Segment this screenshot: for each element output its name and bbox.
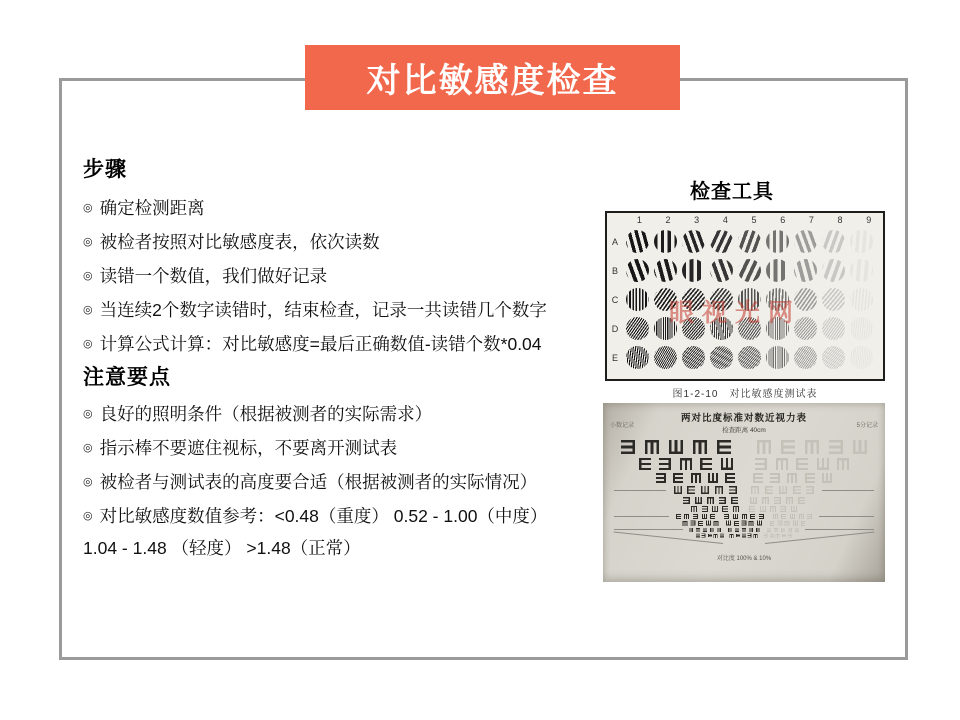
tumbling-e bbox=[776, 458, 788, 470]
bullet-text: 被检者按照对比敏感度表，依次读数 bbox=[99, 231, 380, 252]
tumbling-e bbox=[735, 528, 739, 532]
tumbling-e bbox=[673, 473, 683, 483]
grating-patch bbox=[626, 259, 649, 282]
tumbling-e bbox=[731, 497, 738, 504]
tumbling-e bbox=[788, 534, 792, 538]
tumbling-e bbox=[702, 506, 708, 512]
grating-patch bbox=[822, 230, 845, 253]
bullet-icon: ◎ bbox=[83, 475, 93, 488]
grating-col-number: 5 bbox=[751, 215, 757, 225]
tumbling-e bbox=[698, 521, 703, 526]
tumbling-e bbox=[781, 528, 785, 532]
tumbling-e bbox=[712, 506, 718, 512]
tumbling-e bbox=[691, 506, 697, 512]
notes-list bbox=[83, 396, 603, 532]
tumbling-e bbox=[696, 534, 700, 538]
tumbling-e bbox=[750, 497, 757, 504]
tumbling-e bbox=[749, 521, 754, 526]
grating-patch bbox=[710, 230, 733, 253]
tumbling-e bbox=[779, 486, 787, 494]
grating-patch bbox=[850, 230, 873, 253]
echart-row bbox=[609, 486, 879, 494]
grating-col-number: 6 bbox=[780, 215, 786, 225]
e-chart-photo bbox=[603, 403, 885, 582]
guide-line bbox=[819, 516, 874, 517]
grating-patch bbox=[822, 288, 845, 311]
watermark-text: 眼视光网 bbox=[669, 299, 802, 327]
tumbling-e bbox=[773, 514, 778, 519]
tumbling-e bbox=[765, 486, 773, 494]
grating-patch bbox=[850, 288, 873, 311]
tumbling-e bbox=[734, 521, 739, 526]
tumbling-e bbox=[829, 440, 843, 454]
tumbling-e bbox=[751, 486, 759, 494]
tumbling-e bbox=[639, 458, 651, 470]
tumbling-e bbox=[691, 521, 696, 526]
bullet-text: 指示棒不要遮住视标，不要离开测试表 bbox=[99, 437, 398, 458]
tumbling-e bbox=[710, 528, 714, 532]
e-chart-title: 两对比度标准对数近视力表 bbox=[680, 413, 807, 424]
tumbling-e bbox=[822, 473, 832, 483]
tumbling-e bbox=[791, 506, 797, 512]
echart-row bbox=[609, 458, 879, 470]
bullet-text: 计算公式计算：对比敏感度=最后正确数值-读错个数*0.04 bbox=[99, 333, 542, 354]
tumbling-e bbox=[786, 497, 793, 504]
tumbling-e bbox=[621, 440, 635, 454]
bullet-icon: ◎ bbox=[83, 509, 93, 522]
tumbling-e bbox=[691, 473, 701, 483]
tumbling-e bbox=[806, 486, 814, 494]
tumbling-e bbox=[720, 534, 724, 538]
grating-col-number: 1 bbox=[636, 215, 642, 225]
tumbling-e bbox=[781, 514, 786, 519]
tumbling-e bbox=[764, 534, 768, 538]
tumbling-e bbox=[760, 506, 766, 512]
grating-row-label: A bbox=[611, 236, 618, 247]
tumbling-e bbox=[708, 534, 712, 538]
grating-row-label: B bbox=[611, 265, 618, 276]
bullet-item bbox=[83, 190, 603, 224]
guide-line bbox=[822, 490, 874, 491]
e-chart-left-label: 小数记录 bbox=[610, 423, 635, 429]
grating-patch bbox=[822, 317, 845, 340]
tumbling-e bbox=[701, 486, 709, 494]
slide-title: 对比敏感度检查 bbox=[366, 62, 619, 100]
bullet-icon: ◎ bbox=[83, 337, 93, 350]
tumbling-e bbox=[788, 528, 792, 532]
notes-continuation-line: 1.04 - 1.48 （轻度） >1.48（正常） bbox=[83, 538, 361, 558]
grating-column-numbers bbox=[625, 214, 883, 227]
tumbling-e bbox=[742, 534, 746, 538]
tumbling-e bbox=[687, 486, 695, 494]
grating-patch bbox=[710, 259, 733, 282]
tumbling-e bbox=[733, 514, 738, 519]
tumbling-e bbox=[781, 440, 795, 454]
tumbling-e bbox=[770, 521, 775, 526]
tumbling-e bbox=[733, 506, 739, 512]
bullet-item bbox=[83, 326, 603, 360]
tumbling-e bbox=[742, 528, 746, 532]
tumbling-e bbox=[736, 534, 740, 538]
tumbling-e bbox=[774, 528, 778, 532]
tumbling-e bbox=[749, 528, 753, 532]
guide-line bbox=[614, 529, 683, 530]
grating-row-label: C bbox=[611, 294, 619, 305]
echart-row bbox=[609, 473, 879, 483]
tumbling-e bbox=[707, 497, 714, 504]
tumbling-e bbox=[714, 534, 718, 538]
bullet-text: 良好的照明条件（根据被测者的实际需求） bbox=[99, 403, 433, 424]
tumbling-e bbox=[702, 534, 706, 538]
tumbling-e bbox=[798, 497, 805, 504]
echart-row bbox=[609, 440, 879, 454]
tumbling-e bbox=[754, 534, 758, 538]
grating-patch bbox=[850, 259, 873, 282]
grating-chart-image bbox=[605, 211, 885, 381]
steps-heading: 步骤 bbox=[83, 158, 127, 181]
bullet-text: 当连续2个数字读错时，结束检查，记录一共读错几个数字 bbox=[99, 299, 547, 320]
grating-patch bbox=[626, 346, 649, 369]
tumbling-e bbox=[780, 506, 786, 512]
grating-patch bbox=[850, 317, 873, 340]
bullet-text: 读错一个数值，我们做好记录 bbox=[99, 265, 328, 286]
tumbling-e bbox=[785, 521, 790, 526]
tumbling-e bbox=[755, 458, 767, 470]
bullet-icon: ◎ bbox=[83, 269, 93, 282]
grating-patch bbox=[682, 230, 705, 253]
tumbling-e bbox=[753, 473, 763, 483]
grating-col-number: 8 bbox=[837, 215, 843, 225]
tumbling-e bbox=[749, 506, 755, 512]
grating-patch bbox=[626, 230, 649, 253]
tumbling-e bbox=[714, 521, 719, 526]
grating-patch bbox=[738, 346, 761, 369]
tumbling-e bbox=[774, 497, 781, 504]
bullet-icon: ◎ bbox=[83, 407, 93, 420]
guide-line bbox=[614, 516, 669, 517]
tumbling-e bbox=[645, 440, 659, 454]
grating-row-label: D bbox=[611, 323, 619, 334]
tumbling-e bbox=[776, 534, 780, 538]
tumbling-e bbox=[719, 497, 726, 504]
grating-patch bbox=[682, 259, 705, 282]
bullet-item bbox=[83, 464, 603, 498]
tumbling-e bbox=[706, 521, 711, 526]
steps-list bbox=[83, 190, 603, 360]
notes-heading: 注意要点 bbox=[83, 366, 171, 389]
tumbling-e bbox=[757, 440, 771, 454]
tumbling-e bbox=[726, 521, 731, 526]
tumbling-e bbox=[853, 440, 867, 454]
bullet-text: 被检者与测试表的高度要合适（根据被测者的实际情况） bbox=[99, 471, 538, 492]
tumbling-e bbox=[799, 514, 804, 519]
grating-chart-figure bbox=[605, 211, 889, 400]
tumbling-e bbox=[748, 534, 752, 538]
tumbling-e bbox=[730, 534, 734, 538]
tumbling-e bbox=[680, 458, 692, 470]
tumbling-e bbox=[742, 514, 747, 519]
tumbling-e bbox=[715, 486, 723, 494]
grating-patch bbox=[654, 230, 677, 253]
echart-row bbox=[609, 521, 879, 526]
tools-heading: 检查工具 bbox=[690, 180, 774, 203]
tumbling-e bbox=[708, 473, 718, 483]
tumbling-e bbox=[700, 458, 712, 470]
grating-patch bbox=[794, 259, 817, 282]
tumbling-e bbox=[683, 521, 688, 526]
e-chart-right-label: 5分记录 bbox=[856, 423, 878, 429]
tumbling-e bbox=[693, 440, 707, 454]
guide-line bbox=[805, 529, 874, 530]
tumbling-e bbox=[656, 473, 666, 483]
tumbling-e bbox=[770, 473, 780, 483]
tumbling-e bbox=[795, 528, 799, 532]
tumbling-e bbox=[669, 440, 683, 454]
tumbling-e bbox=[703, 528, 707, 532]
echart-row bbox=[609, 514, 879, 519]
grating-row bbox=[607, 343, 883, 372]
tumbling-e bbox=[782, 534, 786, 538]
grating-patch bbox=[766, 259, 789, 282]
tumbling-e bbox=[683, 497, 690, 504]
e-chart-rows bbox=[603, 440, 885, 537]
bullet-item bbox=[83, 224, 603, 258]
grating-patch bbox=[738, 259, 761, 282]
title-banner bbox=[305, 45, 680, 110]
guide-line bbox=[614, 490, 666, 491]
tumbling-e bbox=[696, 528, 700, 532]
tumbling-e bbox=[801, 521, 806, 526]
tumbling-e bbox=[805, 440, 819, 454]
tumbling-e bbox=[793, 486, 801, 494]
tumbling-e bbox=[725, 473, 735, 483]
grating-patch bbox=[794, 230, 817, 253]
tumbling-e bbox=[756, 528, 760, 532]
grating-patch bbox=[682, 346, 705, 369]
grating-patch bbox=[626, 288, 649, 311]
grating-col-number: 4 bbox=[722, 215, 728, 225]
tumbling-e bbox=[757, 521, 762, 526]
tumbling-e bbox=[762, 497, 769, 504]
tumbling-e bbox=[676, 514, 681, 519]
e-chart-subtitle: 检查距离 40cm bbox=[722, 427, 766, 434]
bullet-item bbox=[83, 430, 603, 464]
grating-row bbox=[607, 227, 883, 256]
content-left bbox=[83, 158, 603, 560]
echart-row bbox=[609, 506, 879, 512]
grating-patch bbox=[766, 346, 789, 369]
tumbling-e bbox=[724, 514, 729, 519]
tumbling-e bbox=[717, 440, 731, 454]
tumbling-e bbox=[770, 506, 776, 512]
bullet-icon: ◎ bbox=[83, 201, 93, 214]
e-chart-wing-lines bbox=[603, 539, 885, 552]
bullet-icon: ◎ bbox=[83, 441, 93, 454]
tumbling-e bbox=[767, 528, 771, 532]
grating-patch bbox=[850, 346, 873, 369]
grating-patch bbox=[654, 346, 677, 369]
tumbling-e bbox=[721, 458, 733, 470]
grating-row bbox=[607, 256, 883, 285]
tumbling-e bbox=[702, 514, 707, 519]
bullet-icon: ◎ bbox=[83, 235, 93, 248]
tumbling-e bbox=[742, 521, 747, 526]
grating-col-number: 9 bbox=[866, 215, 872, 225]
tumbling-e bbox=[728, 528, 732, 532]
tumbling-e bbox=[837, 458, 849, 470]
bullet-item bbox=[83, 292, 603, 326]
tumbling-e bbox=[793, 521, 798, 526]
tumbling-e bbox=[722, 506, 728, 512]
grating-chart-caption: 图1-2-10 对比敏感度测试表 bbox=[672, 389, 818, 400]
grating-patch bbox=[654, 259, 677, 282]
bullet-icon: ◎ bbox=[83, 303, 93, 316]
tumbling-e bbox=[807, 514, 812, 519]
tumbling-e bbox=[684, 514, 689, 519]
tumbling-e bbox=[778, 521, 783, 526]
tumbling-e bbox=[689, 528, 693, 532]
bullet-text: 对比敏感度数值参考：<0.48（重度） 0.52 - 1.00（中度） bbox=[99, 505, 548, 526]
grating-row-label: E bbox=[611, 352, 618, 363]
echart-row bbox=[609, 497, 879, 504]
bullet-item bbox=[83, 258, 603, 292]
bullet-text: 确定检测距离 bbox=[99, 197, 205, 218]
tumbling-e bbox=[790, 514, 795, 519]
grating-patch bbox=[738, 230, 761, 253]
grating-patch bbox=[794, 346, 817, 369]
grating-patch bbox=[766, 230, 789, 253]
grating-col-number: 2 bbox=[665, 215, 671, 225]
tumbling-e bbox=[796, 458, 808, 470]
tumbling-e bbox=[659, 458, 671, 470]
tumbling-e bbox=[674, 486, 682, 494]
grating-patch bbox=[710, 346, 733, 369]
tumbling-e bbox=[710, 514, 715, 519]
tumbling-e bbox=[729, 486, 737, 494]
bullet-item bbox=[83, 396, 603, 430]
grating-col-number: 7 bbox=[808, 215, 814, 225]
tumbling-e bbox=[787, 473, 797, 483]
tumbling-e bbox=[805, 473, 815, 483]
grating-col-number: 3 bbox=[694, 215, 700, 225]
grating-patch bbox=[822, 346, 845, 369]
e-chart-footer: 对比度 100% & 10% bbox=[716, 556, 772, 562]
tumbling-e bbox=[717, 528, 721, 532]
bullet-item bbox=[83, 498, 603, 532]
tumbling-e bbox=[693, 514, 698, 519]
echart-row bbox=[609, 528, 879, 532]
tumbling-e bbox=[695, 497, 702, 504]
tumbling-e bbox=[750, 514, 755, 519]
tumbling-e bbox=[817, 458, 829, 470]
grating-patch bbox=[822, 259, 845, 282]
tumbling-e bbox=[759, 514, 764, 519]
grating-patch bbox=[626, 317, 649, 340]
tumbling-e bbox=[770, 534, 774, 538]
